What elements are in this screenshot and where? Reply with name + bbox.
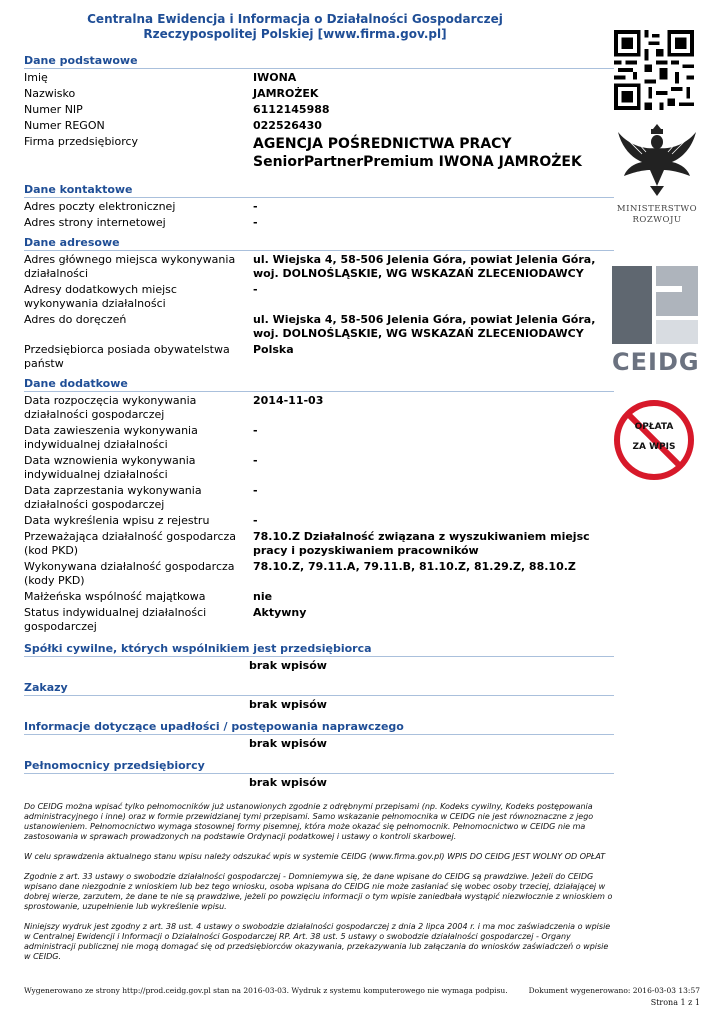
row-main-address [24, 253, 614, 281]
note-verify: W celu sprawdzenia aktualnego stanu wpisu należy odszukać wpis w systemie CEIDG (www.firma.gov.pl) WPIS DO CEIDG JEST WOLNY OD OPŁAT [24, 852, 606, 861]
label-main-address: Adres głównego miejsca wykonywania działalności [24, 253, 236, 280]
row-main-pkd [24, 530, 614, 558]
note-proxies: Do CEIDG można wpisać tylko pełnomocników już ustanowionych zgodnie z odrębnymi przepisami (np. Kodeks cywilny, Kodeks postępowania administracyjnego i inne) oraz w formie przewidzianej tymi przepisami. Samo wskazanie pełnomocnika w CEIDG nie jest równoznaczne z jego ustanowieniem. Pełnomocnictwo wymaga stosownej formy pisemnej, która może okazać się pełnomocnik. Pełnomocnictwo w CEIDG nie ma zastosowania w sprawach prowadzonych na podstawie Ordynacji podatkowej i ustawy o kontroli skarbowej. [24, 802, 594, 841]
row-cessation-date [24, 484, 614, 512]
label-regon: Numer REGON [24, 119, 105, 132]
value-pkd-codes: 78.10.Z, 79.11.A, 79.11.B, 81.10.Z, 81.29.Z, 88.10.Z [253, 560, 576, 573]
label-pkd-codes: Wykonywana działalność gospodarcza (kody PKD) [24, 560, 235, 587]
row-resumption-date [24, 454, 614, 482]
row-regon [24, 119, 614, 133]
row-deletion-date [24, 514, 614, 528]
qr-code [612, 30, 696, 110]
value-main-address: ul. Wiejska 4, 58-506 Jelenia Góra, powiat Jelenia Góra, woj. DOLNOŚLĄSKIE, WG WSKAZAŃ ZLECENIODAWCY [253, 253, 596, 280]
value-suspension-date: - [253, 424, 258, 437]
row-suspension-date [24, 424, 614, 452]
row-additional-addresses [24, 283, 614, 311]
value-company-name: AGENCJA POŚREDNICTWA PRACY SeniorPartnerPremium IWONA JAMROŻEK [253, 136, 582, 170]
value-first-name: IWONA [253, 71, 297, 84]
label-suspension-date: Data zawieszenia wykonywania indywidualnej działalności [24, 424, 198, 451]
label-marital-property: Małżeńska wspólność majątkowa [24, 590, 206, 603]
ceidg-logo-icon [612, 266, 702, 346]
value-start-date: 2014-11-03 [253, 394, 324, 407]
no-fee-stamp [612, 398, 696, 482]
label-resumption-date: Data wznowienia wykonywania indywidualnej działalności [24, 454, 196, 481]
label-website: Adres strony internetowej [24, 216, 166, 229]
no-fee-circle-icon [612, 398, 696, 482]
value-cessation-date: - [253, 484, 258, 497]
proxies-empty: brak wpisów [249, 776, 327, 789]
row-status [24, 606, 614, 634]
row-start-date [24, 394, 614, 422]
value-last-name: JAMROŻEK [253, 87, 319, 100]
label-deletion-date: Data wykreślenia wpisu z rejestru [24, 514, 210, 527]
row-website [24, 216, 614, 230]
row-delivery-address [24, 313, 614, 341]
document-header [0, 12, 590, 42]
note-article-38: Niniejszy wydruk jest zgodny z art. 38 ust. 4 ustawy o swobodzie działalności gospodarczej z dnia 2 lipca 2004 r. i ma moc zaświadczenia o wpisie w Centralnej Ewidencji i Informacji o Działalności Gospodarczej RP. Art. 38 ust. 5 ustawy o swobodzie działalności gospodarczej - Organy administracji publicznej nie mogą domagać się od przedsiębiorców okazywania, przekazywania lub załączania do wniosków zaświadczeń o wpisie w CEIDG. [24, 922, 611, 961]
label-first-name: Imię [24, 71, 48, 84]
label-status: Status indywidualnej działalności gospodarczej [24, 606, 207, 633]
row-first-name [24, 71, 614, 85]
ministry-logo [612, 204, 702, 226]
section-extra-title: Dane dodatkowe [24, 377, 614, 392]
section-proxies-title: Pełnomocnicy przedsiębiorcy [24, 759, 614, 774]
section-contact-title: Dane kontaktowe [24, 183, 614, 198]
label-main-pkd: Przeważająca działalność gospodarcza (kod PKD) [24, 530, 237, 557]
ceidg-wordmark: CEIDG [612, 348, 700, 376]
label-last-name: Nazwisko [24, 87, 76, 100]
value-deletion-date: - [253, 514, 258, 527]
row-last-name [24, 87, 614, 101]
label-email: Adres poczty elektronicznej [24, 200, 176, 213]
no-fee-line-1: OPŁATA [634, 422, 674, 432]
section-basic-title: Dane podstawowe [24, 54, 614, 69]
row-nip [24, 103, 614, 117]
value-marital-property: nie [253, 590, 273, 603]
value-citizenship: Polska [253, 343, 294, 356]
no-fee-line-2: ZA WPIS [632, 442, 676, 452]
label-additional-addresses: Adresy dodatkowych miejsc wykonywania działalności [24, 283, 177, 310]
note-article-33: Zgodnie z art. 33 ustawy o swobodzie działalności gospodarczej - Domniemywa się, że dane wpisane do CEIDG są prawdziwe. Jeżeli do CEIDG wpisano dane niezgodnie z wnioskiem lub bez tego wniosku, osoba wpisana do CEIDG nie może zasłaniać się wobec osoby trzeciej, działającej w dobrej wierze, zarzutem, że dane te nie są prawdziwe, jeżeli po powzięciu informacji o tym wpisie zaniedbała wystąpić niezwłocznie z wnioskiem o sprostowanie, uzupełnienie lub wykreślenie wpisu. [24, 872, 613, 911]
legal-notes [24, 802, 614, 962]
value-delivery-address: ul. Wiejska 4, 58-506 Jelenia Góra, powiat Jelenia Góra, woj. DOLNOŚLĄSKIE, WG WSKAZAŃ ZLECENIODAWCY [253, 313, 596, 340]
section-bans-title: Zakazy [24, 681, 614, 696]
label-citizenship: Przedsiębiorca posiada obywatelstwa państw [24, 343, 230, 370]
value-resumption-date: - [253, 454, 258, 467]
ministry-line-1: MINISTERSTWO [616, 204, 698, 214]
section-address-title: Dane adresowe [24, 236, 614, 251]
row-marital-property [24, 590, 614, 604]
value-regon: 022526430 [253, 119, 322, 132]
label-company-name: Firma przedsiębiorcy [24, 135, 139, 148]
footer-generated-from: Wygenerowano ze strony http://prod.ceidg.gov.pl stan na 2016-03-03. Wydruk z systemu komputerowego nie wymaga podpisu. [24, 986, 508, 995]
document-body [24, 48, 614, 972]
value-main-pkd: 78.10.Z Działalność związana z wyszukiwaniem miejsc pracy i pozyskiwaniem pracowników [253, 530, 590, 557]
row-company-name [24, 135, 614, 171]
section-bankruptcy-title: Informacje dotyczące upadłości / postępowania naprawczego [24, 720, 614, 735]
footer-generated-at: Dokument wygenerowano: 2016-03-03 13:57 [528, 986, 700, 995]
label-nip: Numer NIP [24, 103, 83, 116]
label-delivery-address: Adres do doręczeń [24, 313, 127, 326]
value-additional-addresses: - [253, 283, 258, 296]
eagle-emblem-icon [612, 120, 702, 200]
bankruptcy-empty: brak wpisów [249, 737, 327, 750]
header-line-1: Centralna Ewidencja i Informacja o Działalności Gospodarczej [87, 12, 503, 26]
header-line-2: Rzeczypospolitej Polskiej [www.firma.gov.pl] [143, 27, 447, 41]
label-cessation-date: Data zaprzestania wykonywania działalności gospodarczej [24, 484, 202, 511]
ministry-line-2: ROZWOJU [632, 215, 682, 225]
row-email [24, 200, 614, 214]
value-email: - [253, 200, 258, 213]
value-nip: 6112145988 [253, 103, 330, 116]
footer-page-number: Strona 1 z 1 [650, 998, 700, 1007]
value-status: Aktywny [253, 606, 307, 619]
row-pkd-codes [24, 560, 614, 588]
bans-empty: brak wpisów [249, 698, 327, 711]
value-website: - [253, 216, 258, 229]
partnerships-empty: brak wpisów [249, 659, 327, 672]
row-citizenship [24, 343, 614, 371]
section-partnerships-title: Spółki cywilne, których wspólnikiem jest przedsiębiorca [24, 642, 614, 657]
label-start-date: Data rozpoczęcia wykonywania działalności gospodarczej [24, 394, 197, 421]
